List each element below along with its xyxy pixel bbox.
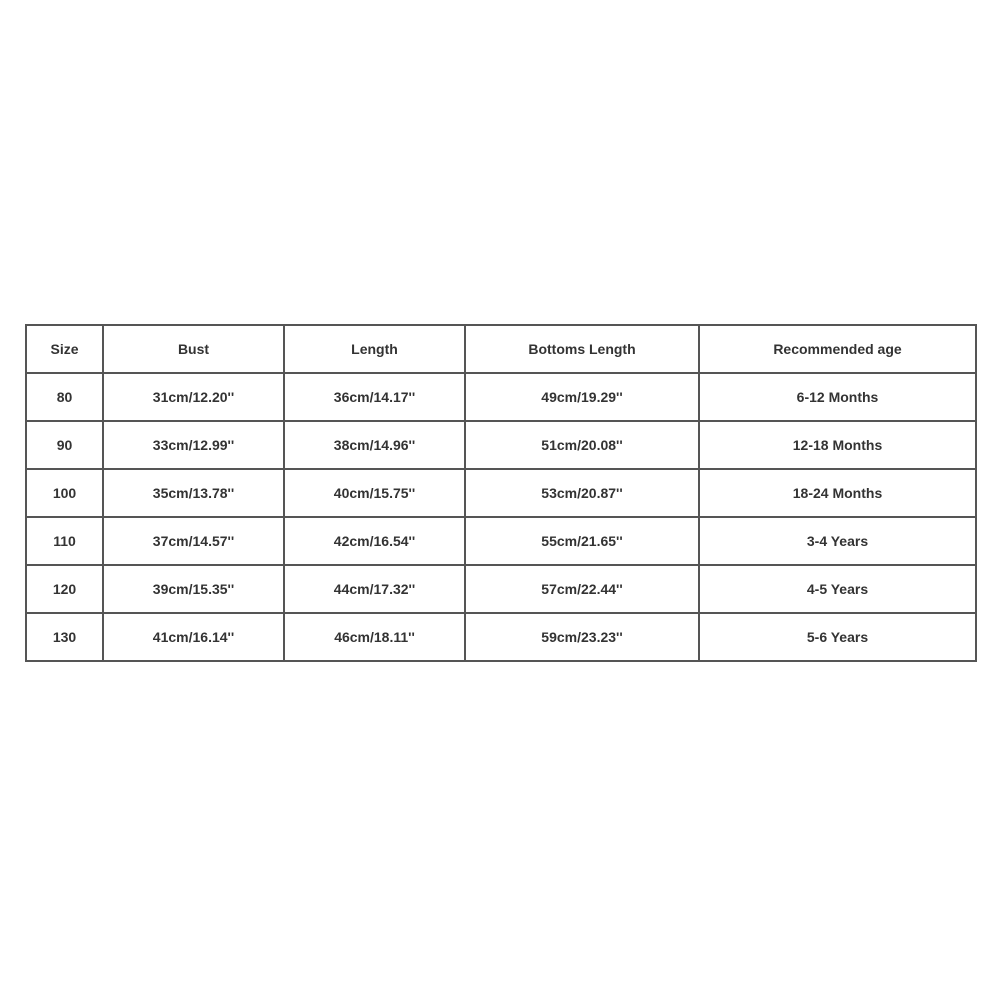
- table-row: [26, 421, 976, 469]
- table-row: [26, 373, 976, 421]
- cell-bust: 35cm/13.78'': [103, 469, 284, 517]
- cell-bottoms-length: 55cm/21.65'': [465, 517, 699, 565]
- cell-size: 100: [26, 469, 103, 517]
- size-chart-table: [25, 324, 977, 662]
- cell-size: 110: [26, 517, 103, 565]
- cell-length: 42cm/16.54'': [284, 517, 465, 565]
- header-length: Length: [284, 325, 465, 373]
- cell-length: 36cm/14.17'': [284, 373, 465, 421]
- cell-recommended-age: 5-6 Years: [699, 613, 976, 661]
- header-bust: Bust: [103, 325, 284, 373]
- header-bottoms-length: Bottoms Length: [465, 325, 699, 373]
- cell-recommended-age: 12-18 Months: [699, 421, 976, 469]
- cell-length: 40cm/15.75'': [284, 469, 465, 517]
- cell-bust: 33cm/12.99'': [103, 421, 284, 469]
- cell-recommended-age: 18-24 Months: [699, 469, 976, 517]
- cell-length: 46cm/18.11'': [284, 613, 465, 661]
- cell-bust: 41cm/16.14'': [103, 613, 284, 661]
- cell-recommended-age: 4-5 Years: [699, 565, 976, 613]
- header-size: Size: [26, 325, 103, 373]
- cell-size: 130: [26, 613, 103, 661]
- table-row: [26, 517, 976, 565]
- cell-size: 120: [26, 565, 103, 613]
- cell-recommended-age: 3-4 Years: [699, 517, 976, 565]
- cell-bust: 37cm/14.57'': [103, 517, 284, 565]
- table-row: [26, 469, 976, 517]
- cell-bottoms-length: 51cm/20.08'': [465, 421, 699, 469]
- cell-size: 80: [26, 373, 103, 421]
- cell-length: 44cm/17.32'': [284, 565, 465, 613]
- cell-bust: 39cm/15.35'': [103, 565, 284, 613]
- table-row: [26, 613, 976, 661]
- cell-length: 38cm/14.96'': [284, 421, 465, 469]
- cell-bottoms-length: 57cm/22.44'': [465, 565, 699, 613]
- cell-bust: 31cm/12.20'': [103, 373, 284, 421]
- cell-bottoms-length: 53cm/20.87'': [465, 469, 699, 517]
- cell-size: 90: [26, 421, 103, 469]
- cell-bottoms-length: 59cm/23.23'': [465, 613, 699, 661]
- cell-recommended-age: 6-12 Months: [699, 373, 976, 421]
- cell-bottoms-length: 49cm/19.29'': [465, 373, 699, 421]
- table-header-row: [26, 325, 976, 373]
- table-row: [26, 565, 976, 613]
- header-recommended-age: Recommended age: [699, 325, 976, 373]
